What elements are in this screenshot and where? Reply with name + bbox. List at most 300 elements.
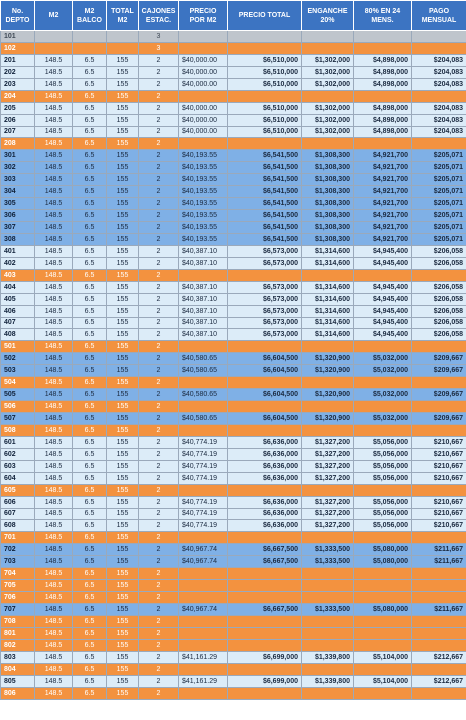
cell-precio-m2: $40,193.55 <box>179 174 228 186</box>
cell-80-mens: $4,898,000 <box>354 54 412 66</box>
cell-m2-balco: 6.5 <box>73 424 107 436</box>
cell-80-mens: $5,080,000 <box>354 604 412 616</box>
cell-cajones: 2 <box>139 245 179 257</box>
cell-total-m2: 155 <box>107 317 139 329</box>
cell-80-mens <box>354 31 412 43</box>
cell-m2: 148.5 <box>35 377 73 389</box>
cell-enganche <box>302 424 354 436</box>
cell-precio-m2 <box>179 580 228 592</box>
cell-precio-total: $6,573,000 <box>228 317 302 329</box>
cell-precio-total <box>228 269 302 281</box>
cell-enganche <box>302 31 354 43</box>
cell-m2: 148.5 <box>35 568 73 580</box>
cell-pago-mensual: $206,058 <box>412 281 466 293</box>
cell-pago-mensual: $210,667 <box>412 448 466 460</box>
table-row <box>1 90 466 102</box>
cell-m2-balco: 6.5 <box>73 508 107 520</box>
table-row <box>1 365 466 377</box>
cell-m2-balco: 6.5 <box>73 174 107 186</box>
cell-pago-mensual: $206,058 <box>412 293 466 305</box>
cell-enganche: $1,327,200 <box>302 436 354 448</box>
cell-cajones: 2 <box>139 305 179 317</box>
cell-total-m2: 155 <box>107 174 139 186</box>
cell-m2: 148.5 <box>35 78 73 90</box>
table-row <box>1 305 466 317</box>
cell-precio-m2: $40,387.10 <box>179 245 228 257</box>
cell-enganche: $1,302,000 <box>302 78 354 90</box>
cell-depto: 403 <box>1 269 35 281</box>
cell-precio-m2: $40,193.55 <box>179 162 228 174</box>
table-row <box>1 604 466 616</box>
cell-precio-m2: $40,774.19 <box>179 436 228 448</box>
cell-m2-balco: 6.5 <box>73 389 107 401</box>
cell-precio-m2 <box>179 687 228 699</box>
cell-m2: 148.5 <box>35 389 73 401</box>
cell-m2: 148.5 <box>35 639 73 651</box>
cell-m2: 148.5 <box>35 604 73 616</box>
cell-m2: 148.5 <box>35 627 73 639</box>
table-row <box>1 341 466 353</box>
cell-m2-balco: 6.5 <box>73 675 107 687</box>
cell-total-m2: 155 <box>107 377 139 389</box>
cell-pago-mensual: $206,058 <box>412 257 466 269</box>
cell-precio-m2 <box>179 31 228 43</box>
cell-enganche <box>302 592 354 604</box>
cell-m2-balco: 6.5 <box>73 568 107 580</box>
cell-80-mens: $4,921,700 <box>354 162 412 174</box>
cell-depto: 302 <box>1 162 35 174</box>
table-row <box>1 627 466 639</box>
cell-m2-balco: 6.5 <box>73 627 107 639</box>
table-row <box>1 401 466 413</box>
cell-total-m2: 155 <box>107 78 139 90</box>
cell-precio-m2: $40,387.10 <box>179 281 228 293</box>
cell-enganche: $1,333,500 <box>302 604 354 616</box>
cell-enganche <box>302 639 354 651</box>
table-row <box>1 126 466 138</box>
cell-precio-m2: $40,774.19 <box>179 496 228 508</box>
cell-cajones: 2 <box>139 663 179 675</box>
cell-enganche: $1,308,300 <box>302 162 354 174</box>
cell-depto: 707 <box>1 604 35 616</box>
cell-depto: 608 <box>1 520 35 532</box>
cell-precio-total: $6,636,000 <box>228 520 302 532</box>
cell-enganche: $1,308,300 <box>302 198 354 210</box>
cell-total-m2: 155 <box>107 389 139 401</box>
cell-precio-total <box>228 31 302 43</box>
cell-precio-m2 <box>179 627 228 639</box>
cell-m2-balco: 6.5 <box>73 198 107 210</box>
table-row <box>1 496 466 508</box>
table-row <box>1 389 466 401</box>
cell-depto: 306 <box>1 210 35 222</box>
cell-m2: 148.5 <box>35 281 73 293</box>
cell-cajones: 2 <box>139 210 179 222</box>
cell-80-mens: $4,921,700 <box>354 222 412 234</box>
cell-precio-m2 <box>179 484 228 496</box>
cell-m2: 148.5 <box>35 245 73 257</box>
cell-cajones: 2 <box>139 520 179 532</box>
cell-precio-m2 <box>179 663 228 675</box>
cell-m2-balco: 6.5 <box>73 639 107 651</box>
cell-precio-m2: $40,387.10 <box>179 317 228 329</box>
cell-pago-mensual: $204,083 <box>412 126 466 138</box>
cell-enganche <box>302 627 354 639</box>
cell-precio-total: $6,667,500 <box>228 556 302 568</box>
cell-pago-mensual: $205,071 <box>412 198 466 210</box>
cell-m2: 148.5 <box>35 329 73 341</box>
cell-80-mens: $4,945,400 <box>354 257 412 269</box>
cell-precio-total <box>228 687 302 699</box>
cell-80-mens: $5,032,000 <box>354 353 412 365</box>
cell-pago-mensual: $204,083 <box>412 66 466 78</box>
table-row <box>1 687 466 699</box>
cell-pago-mensual: $210,667 <box>412 520 466 532</box>
cell-precio-m2: $40,774.19 <box>179 448 228 460</box>
cell-pago-mensual: $206,058 <box>412 317 466 329</box>
cell-precio-m2: $40,580.65 <box>179 353 228 365</box>
cell-m2-balco: 6.5 <box>73 102 107 114</box>
cell-80-mens: $5,032,000 <box>354 413 412 425</box>
cell-pago-mensual: $209,667 <box>412 389 466 401</box>
cell-80-mens: $4,945,400 <box>354 305 412 317</box>
cell-total-m2: 155 <box>107 222 139 234</box>
cell-total-m2: 155 <box>107 210 139 222</box>
cell-precio-m2: $40,774.19 <box>179 460 228 472</box>
cell-m2: 148.5 <box>35 317 73 329</box>
cell-m2: 148.5 <box>35 174 73 186</box>
cell-cajones: 2 <box>139 54 179 66</box>
cell-m2: 148.5 <box>35 138 73 150</box>
cell-enganche <box>302 42 354 54</box>
cell-depto: 402 <box>1 257 35 269</box>
header-80-en-24-mens: 80% EN 24 MENS. <box>354 1 412 31</box>
cell-pago-mensual <box>412 687 466 699</box>
table-row <box>1 198 466 210</box>
cell-precio-total: $6,604,500 <box>228 389 302 401</box>
cell-enganche <box>302 269 354 281</box>
cell-total-m2: 155 <box>107 556 139 568</box>
cell-cajones: 2 <box>139 353 179 365</box>
cell-pago-mensual <box>412 269 466 281</box>
cell-80-mens: $5,080,000 <box>354 556 412 568</box>
cell-total-m2: 155 <box>107 293 139 305</box>
cell-precio-m2: $40,000.00 <box>179 102 228 114</box>
cell-m2-balco: 6.5 <box>73 245 107 257</box>
cell-precio-total: $6,636,000 <box>228 472 302 484</box>
cell-pago-mensual: $209,667 <box>412 413 466 425</box>
cell-total-m2: 155 <box>107 424 139 436</box>
cell-precio-total: $6,667,500 <box>228 604 302 616</box>
cell-m2: 148.5 <box>35 54 73 66</box>
cell-depto: 602 <box>1 448 35 460</box>
cell-cajones: 3 <box>139 31 179 43</box>
header-no-depto: No. DEPTO <box>1 1 35 31</box>
cell-cajones: 2 <box>139 568 179 580</box>
cell-precio-total <box>228 377 302 389</box>
header-enganche: ENGANCHE 20% <box>302 1 354 31</box>
cell-pago-mensual <box>412 377 466 389</box>
cell-cajones: 2 <box>139 329 179 341</box>
cell-depto: 806 <box>1 687 35 699</box>
cell-total-m2: 155 <box>107 305 139 317</box>
cell-m2: 148.5 <box>35 365 73 377</box>
cell-pago-mensual <box>412 401 466 413</box>
cell-precio-total: $6,510,000 <box>228 54 302 66</box>
cell-total-m2: 155 <box>107 401 139 413</box>
cell-cajones: 2 <box>139 556 179 568</box>
cell-m2: 148.5 <box>35 556 73 568</box>
cell-precio-total <box>228 484 302 496</box>
table-row <box>1 460 466 472</box>
cell-total-m2: 155 <box>107 413 139 425</box>
cell-cajones: 2 <box>139 150 179 162</box>
cell-80-mens <box>354 138 412 150</box>
cell-total-m2: 155 <box>107 568 139 580</box>
cell-cajones: 2 <box>139 198 179 210</box>
cell-cajones: 2 <box>139 162 179 174</box>
cell-m2-balco: 6.5 <box>73 186 107 198</box>
cell-m2-balco: 6.5 <box>73 66 107 78</box>
cell-total-m2: 155 <box>107 126 139 138</box>
cell-depto: 307 <box>1 222 35 234</box>
cell-precio-total: $6,636,000 <box>228 460 302 472</box>
cell-m2-balco: 6.5 <box>73 592 107 604</box>
cell-m2-balco: 6.5 <box>73 257 107 269</box>
cell-80-mens: $4,921,700 <box>354 174 412 186</box>
cell-depto: 404 <box>1 281 35 293</box>
cell-pago-mensual: $210,667 <box>412 508 466 520</box>
cell-cajones: 2 <box>139 436 179 448</box>
table-row <box>1 317 466 329</box>
cell-total-m2 <box>107 42 139 54</box>
cell-m2-balco: 6.5 <box>73 210 107 222</box>
cell-depto: 305 <box>1 198 35 210</box>
cell-depto: 502 <box>1 353 35 365</box>
cell-80-mens: $5,056,000 <box>354 472 412 484</box>
cell-pago-mensual <box>412 42 466 54</box>
cell-cajones: 2 <box>139 484 179 496</box>
cell-precio-total: $6,510,000 <box>228 66 302 78</box>
cell-enganche <box>302 532 354 544</box>
cell-enganche: $1,314,600 <box>302 281 354 293</box>
cell-m2: 148.5 <box>35 269 73 281</box>
table-row <box>1 233 466 245</box>
cell-enganche: $1,333,500 <box>302 556 354 568</box>
cell-pago-mensual: $204,083 <box>412 54 466 66</box>
cell-pago-mensual: $205,071 <box>412 233 466 245</box>
cell-m2: 148.5 <box>35 544 73 556</box>
cell-cajones: 2 <box>139 257 179 269</box>
cell-depto: 408 <box>1 329 35 341</box>
cell-precio-m2: $40,387.10 <box>179 257 228 269</box>
table-row <box>1 508 466 520</box>
cell-m2-balco: 6.5 <box>73 317 107 329</box>
cell-cajones: 2 <box>139 413 179 425</box>
cell-80-mens: $4,898,000 <box>354 78 412 90</box>
table-row <box>1 639 466 651</box>
cell-m2: 148.5 <box>35 341 73 353</box>
cell-m2-balco: 6.5 <box>73 615 107 627</box>
cell-m2: 148.5 <box>35 508 73 520</box>
table-row <box>1 31 466 43</box>
cell-total-m2: 155 <box>107 484 139 496</box>
cell-total-m2: 155 <box>107 329 139 341</box>
cell-total-m2: 155 <box>107 604 139 616</box>
cell-precio-m2 <box>179 269 228 281</box>
cell-80-mens: $4,921,700 <box>354 210 412 222</box>
cell-m2 <box>35 31 73 43</box>
cell-enganche: $1,302,000 <box>302 126 354 138</box>
table-row <box>1 186 466 198</box>
cell-enganche <box>302 615 354 627</box>
cell-m2-balco: 6.5 <box>73 281 107 293</box>
cell-m2-balco: 6.5 <box>73 365 107 377</box>
table-header-row <box>1 1 466 31</box>
cell-enganche: $1,327,200 <box>302 496 354 508</box>
cell-depto: 605 <box>1 484 35 496</box>
cell-pago-mensual <box>412 639 466 651</box>
cell-80-mens <box>354 424 412 436</box>
cell-m2: 148.5 <box>35 615 73 627</box>
cell-precio-total <box>228 580 302 592</box>
cell-precio-m2: $40,580.65 <box>179 389 228 401</box>
cell-m2 <box>35 42 73 54</box>
cell-enganche: $1,327,200 <box>302 520 354 532</box>
cell-80-mens <box>354 532 412 544</box>
cell-cajones: 2 <box>139 615 179 627</box>
cell-pago-mensual: $205,071 <box>412 162 466 174</box>
cell-depto: 405 <box>1 293 35 305</box>
cell-precio-total <box>228 90 302 102</box>
cell-precio-m2: $40,580.65 <box>179 365 228 377</box>
cell-pago-mensual: $205,071 <box>412 150 466 162</box>
cell-precio-total <box>228 568 302 580</box>
header-precio-total: PRECIO TOTAL <box>228 1 302 31</box>
cell-precio-m2: $40,387.10 <box>179 293 228 305</box>
cell-enganche: $1,308,300 <box>302 222 354 234</box>
table-row <box>1 114 466 126</box>
cell-depto: 207 <box>1 126 35 138</box>
cell-m2: 148.5 <box>35 233 73 245</box>
cell-enganche: $1,339,800 <box>302 651 354 663</box>
table-row <box>1 615 466 627</box>
cell-80-mens <box>354 341 412 353</box>
cell-80-mens: $5,080,000 <box>354 544 412 556</box>
table-row <box>1 353 466 365</box>
cell-m2-balco: 6.5 <box>73 54 107 66</box>
cell-m2-balco: 6.5 <box>73 162 107 174</box>
cell-m2-balco: 6.5 <box>73 580 107 592</box>
cell-m2-balco: 6.5 <box>73 114 107 126</box>
cell-enganche: $1,320,900 <box>302 353 354 365</box>
cell-m2-balco: 6.5 <box>73 377 107 389</box>
cell-cajones: 2 <box>139 389 179 401</box>
cell-pago-mensual: $209,667 <box>412 365 466 377</box>
cell-80-mens: $5,056,000 <box>354 520 412 532</box>
cell-total-m2: 155 <box>107 233 139 245</box>
cell-depto: 802 <box>1 639 35 651</box>
cell-m2: 148.5 <box>35 305 73 317</box>
cell-precio-total: $6,604,500 <box>228 413 302 425</box>
cell-total-m2: 155 <box>107 651 139 663</box>
cell-depto: 102 <box>1 42 35 54</box>
cell-80-mens <box>354 377 412 389</box>
cell-cajones: 2 <box>139 496 179 508</box>
cell-m2-balco: 6.5 <box>73 544 107 556</box>
cell-total-m2: 155 <box>107 150 139 162</box>
cell-pago-mensual: $211,667 <box>412 556 466 568</box>
cell-m2-balco: 6.5 <box>73 341 107 353</box>
cell-pago-mensual: $210,667 <box>412 460 466 472</box>
cell-precio-m2: $40,000.00 <box>179 126 228 138</box>
cell-enganche: $1,308,300 <box>302 233 354 245</box>
cell-depto: 805 <box>1 675 35 687</box>
cell-m2-balco: 6.5 <box>73 233 107 245</box>
cell-depto: 506 <box>1 401 35 413</box>
cell-80-mens <box>354 663 412 675</box>
cell-depto: 704 <box>1 568 35 580</box>
table-row <box>1 377 466 389</box>
cell-m2: 148.5 <box>35 210 73 222</box>
cell-m2-balco: 6.5 <box>73 413 107 425</box>
table-row <box>1 580 466 592</box>
cell-pago-mensual: $206,058 <box>412 245 466 257</box>
cell-precio-total <box>228 615 302 627</box>
cell-total-m2: 155 <box>107 675 139 687</box>
cell-m2: 148.5 <box>35 66 73 78</box>
cell-cajones: 2 <box>139 627 179 639</box>
cell-depto: 508 <box>1 424 35 436</box>
cell-m2-balco: 6.5 <box>73 78 107 90</box>
cell-depto: 203 <box>1 78 35 90</box>
cell-m2-balco: 6.5 <box>73 269 107 281</box>
cell-pago-mensual <box>412 341 466 353</box>
cell-enganche: $1,308,300 <box>302 186 354 198</box>
cell-m2-balco: 6.5 <box>73 460 107 472</box>
cell-cajones: 2 <box>139 138 179 150</box>
cell-precio-m2: $40,193.55 <box>179 210 228 222</box>
cell-pago-mensual: $211,667 <box>412 544 466 556</box>
cell-enganche <box>302 377 354 389</box>
table-body <box>1 31 466 700</box>
cell-precio-total: $6,667,500 <box>228 544 302 556</box>
cell-precio-total: $6,541,500 <box>228 210 302 222</box>
table-row <box>1 556 466 568</box>
cell-m2: 148.5 <box>35 293 73 305</box>
cell-depto: 701 <box>1 532 35 544</box>
cell-80-mens: $4,945,400 <box>354 293 412 305</box>
cell-depto: 606 <box>1 496 35 508</box>
cell-total-m2: 155 <box>107 532 139 544</box>
cell-total-m2: 155 <box>107 520 139 532</box>
cell-cajones: 2 <box>139 281 179 293</box>
cell-pago-mensual: $206,058 <box>412 329 466 341</box>
cell-cajones: 2 <box>139 532 179 544</box>
cell-80-mens: $5,032,000 <box>354 389 412 401</box>
cell-enganche: $1,302,000 <box>302 54 354 66</box>
cell-precio-m2: $40,774.19 <box>179 520 228 532</box>
cell-enganche: $1,320,900 <box>302 389 354 401</box>
cell-precio-m2: $40,193.55 <box>179 198 228 210</box>
cell-80-mens: $5,056,000 <box>354 496 412 508</box>
table-row <box>1 448 466 460</box>
cell-80-mens <box>354 580 412 592</box>
cell-total-m2: 155 <box>107 580 139 592</box>
header-m2: M2 <box>35 1 73 31</box>
cell-pago-mensual <box>412 484 466 496</box>
cell-total-m2: 155 <box>107 639 139 651</box>
